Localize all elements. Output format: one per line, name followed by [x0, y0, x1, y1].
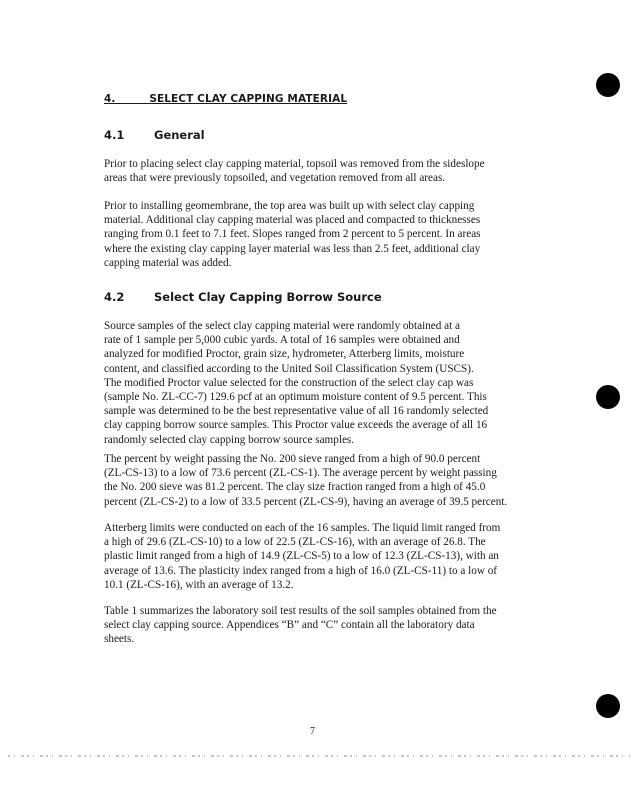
text-line: Table 1 summarizes the laboratory soil test results of the soil samples obtained from the: [104, 605, 497, 617]
subsection-number-borrow: 4.2: [104, 290, 125, 304]
text-line: The modified Proctor value selected for the construction of the select clay cap was: [104, 376, 474, 389]
text-line: plastic limit ranged from a high of 14.9 (ZL-CS-5) to a low of 12.3 (ZL-CS-13), with an: [104, 550, 499, 563]
scan-artifact-line: [0, 750, 641, 764]
text-line: average of 13.6. The plasticity index ranged from a high of 16.0 (ZL-CS-11) to a low of: [104, 564, 498, 577]
text-line: Atterberg limits were conducted on each of the 16 samples. The liquid limit ranged from: [104, 522, 501, 534]
page-number: 7: [310, 726, 315, 737]
subsection-number-general: 4.1: [104, 128, 125, 142]
text-line: where the existing clay capping layer material was less than 2.5 feet, additional clay: [104, 242, 481, 255]
text-line: The percent by weight passing the No. 200 sieve ranged from a high of 90.0 percent: [104, 453, 481, 465]
section-title: SELECT CLAY CAPPING MATERIAL: [149, 93, 348, 105]
paragraph-atterberg: [104, 521, 528, 592]
text-line: percent (ZL-CS-2) to a low of 33.5 percent (ZL-CS-9), having an average of 39.5 percent.: [104, 495, 508, 508]
text-line: (sample No. ZL-CC-7) 129.6 pcf at an optimum moisture content of 9.5 percent. This: [104, 391, 487, 404]
punch-hole-top: [596, 73, 620, 97]
text-line: ranging from 0.1 feet to 7.1 feet. Slopes ranged from 2 percent to 5 percent. In areas: [104, 228, 481, 241]
text-line: clay capping borrow source samples. This Proctor value exceeds the average of all 16: [104, 419, 488, 432]
paragraph-geomembrane: [104, 199, 528, 270]
text-line: (ZL-CS-13) to a low of 73.6 percent (ZL-CS-1). The average percent by weight passing: [104, 467, 497, 480]
punch-hole-middle: [596, 385, 620, 409]
text-line: 10.1 (ZL-CS-16), with an average of 13.2.: [104, 578, 294, 591]
paragraph-topsoil: [104, 157, 528, 185]
text-line: Prior to placing select clay capping material, topsoil was removed from the sideslope: [104, 158, 485, 170]
text-line: rate of 1 sample per 5,000 cubic yards. A total of 16 samples were obtained and: [104, 334, 460, 347]
text-line: content, and classified according to the United Soil Classification System (USCS).: [104, 362, 474, 375]
paragraph-source-samples: [104, 319, 528, 447]
text-line: randomly selected clay capping borrow source samples.: [104, 433, 355, 446]
paragraph-sieve: [104, 452, 528, 509]
text-line: a high of 29.6 (ZL-CS-10) to a low of 22.5 (ZL-CS-16), with an average of 26.8. The: [104, 536, 486, 549]
subsection-title-general: General: [154, 128, 205, 142]
punch-hole-bottom: [596, 694, 620, 718]
paragraph-table-summary: [104, 604, 528, 647]
text-line: areas that were previously topsoiled, and vegetation removed from all areas.: [104, 172, 446, 185]
text-line: sample was determined to be the best representative value of all 16 randomly selected: [104, 405, 489, 418]
text-line: sheets.: [104, 633, 135, 646]
subsection-title-borrow: Select Clay Capping Borrow Source: [154, 290, 382, 304]
section-number: 4.: [104, 93, 116, 105]
section-heading: [104, 93, 347, 105]
text-line: Prior to installing geomembrane, the top area was built up with select clay capping: [104, 200, 475, 212]
text-line: analyzed for modified Proctor, grain size, hydrometer, Atterberg limits, moisture: [104, 348, 465, 361]
text-line: select clay capping source. Appendices “B” and “C” contain all the laboratory data: [104, 619, 475, 632]
text-line: Source samples of the select clay capping material were randomly obtained at a: [104, 320, 460, 332]
text-line: capping material was added.: [104, 256, 232, 269]
text-line: material. Additional clay capping material was placed and compacted to thicknesses: [104, 214, 481, 227]
text-line: the No. 200 sieve was 81.2 percent. The clay size fraction ranged from a high of 45.0: [104, 481, 486, 494]
